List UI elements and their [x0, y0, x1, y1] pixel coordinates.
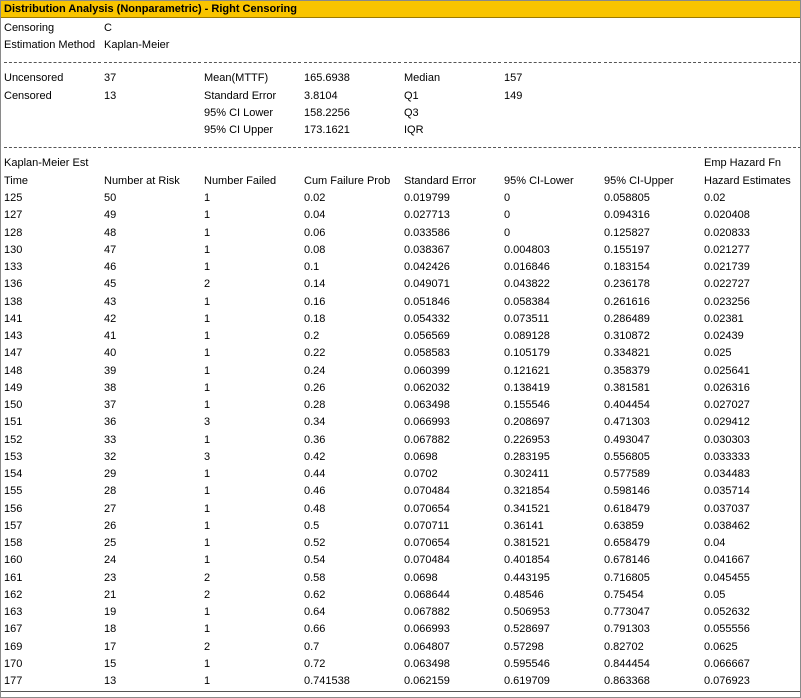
dash-segment — [304, 147, 401, 148]
table-cell: 0.34 — [304, 416, 326, 428]
table-cell: 167 — [4, 623, 23, 635]
table-cell: 23 — [104, 572, 117, 584]
table-cell: 2 — [204, 641, 211, 653]
table-cell: 0.0698 — [404, 572, 438, 584]
table-cell: 13 — [104, 675, 117, 687]
table-cell: 0.0698 — [404, 451, 438, 463]
table-cell: 42 — [104, 313, 117, 325]
table-cell: 1 — [204, 296, 211, 308]
table-cell: 1 — [204, 209, 211, 221]
table-cell: 0.75454 — [604, 589, 644, 601]
table-cell: 33 — [104, 434, 117, 446]
table-cell: 0 — [504, 192, 511, 204]
table-cell: 0.094316 — [604, 209, 650, 221]
dash-segment — [404, 147, 501, 148]
table-cell: 1 — [204, 382, 211, 394]
table-cell: 2 — [204, 589, 211, 601]
table-cell: 0.04 — [704, 537, 726, 549]
table-cell: 0.041667 — [704, 554, 750, 566]
table-cell: 0.058384 — [504, 296, 550, 308]
table-cell: 1 — [204, 485, 211, 497]
table-cell: 0.404454 — [604, 399, 650, 411]
table-cell: 150 — [4, 399, 23, 411]
censored-value: 13 — [104, 90, 117, 102]
table-cell: 0.321854 — [504, 485, 550, 497]
table-cell: 0.741538 — [304, 675, 350, 687]
table-cell: 0.183154 — [604, 261, 650, 273]
table-cell: 153 — [4, 451, 23, 463]
table-cell: 0.004803 — [504, 244, 550, 256]
table-cell: 48 — [104, 227, 117, 239]
table-cell: 0.08 — [304, 244, 326, 256]
table-cell: 151 — [4, 416, 23, 428]
stat-label: Q1 — [404, 90, 419, 102]
table-cell: 0.506953 — [504, 606, 550, 618]
table-cell: 0.068644 — [404, 589, 450, 601]
table-cell: 0.019799 — [404, 192, 450, 204]
table-cell: 0.82702 — [604, 641, 644, 653]
table-cell: 0.043822 — [504, 278, 550, 290]
table-cell: 0.16 — [304, 296, 326, 308]
table-cell: 0.020833 — [704, 227, 750, 239]
table-cell: 1 — [204, 227, 211, 239]
table-cell: 0.121621 — [504, 365, 550, 377]
table-cell: 0.493047 — [604, 434, 650, 446]
table-cell: 0.034483 — [704, 468, 750, 480]
table-cell: 1 — [204, 261, 211, 273]
table-cell: 1 — [204, 537, 211, 549]
table-cell: 0.070711 — [404, 520, 450, 532]
table-cell: 0.073511 — [504, 313, 550, 325]
table-cell: 0.46 — [304, 485, 326, 497]
table-cell: 154 — [4, 468, 23, 480]
table-cell: 0.06 — [304, 227, 326, 239]
table-cell: 0.026316 — [704, 382, 750, 394]
table-cell: 1 — [204, 244, 211, 256]
table-cell: 0.125827 — [604, 227, 650, 239]
dash-segment — [704, 62, 801, 63]
table-cell: 0.155546 — [504, 399, 550, 411]
stat-label: Median — [404, 72, 441, 84]
table-cell: 0.310872 — [604, 330, 650, 342]
table-cell: 0.033586 — [404, 227, 450, 239]
table-cell: 0.658479 — [604, 537, 650, 549]
table-cell: 0.058805 — [604, 192, 650, 204]
table-cell: 0.598146 — [604, 485, 650, 497]
table-cell: 163 — [4, 606, 23, 618]
table-cell: 26 — [104, 520, 117, 532]
table-cell: 27 — [104, 503, 117, 515]
table-cell: 49 — [104, 209, 117, 221]
table-cell: 0.060399 — [404, 365, 450, 377]
table-cell: 0.02 — [704, 192, 726, 204]
table-cell: 0.029412 — [704, 416, 750, 428]
dash-segment — [604, 62, 701, 63]
table-cell: 161 — [4, 572, 23, 584]
table-cell: 125 — [4, 192, 23, 204]
table-cell: 28 — [104, 485, 117, 497]
table-cell: 18 — [104, 623, 117, 635]
table-cell: 152 — [4, 434, 23, 446]
table-cell: 0.023256 — [704, 296, 750, 308]
table-cell: 0.36141 — [504, 520, 544, 532]
table-cell: 0.334821 — [604, 347, 650, 359]
table-cell: 0.063498 — [404, 658, 450, 670]
table-cell: 0.26 — [304, 382, 326, 394]
stat-label: 95% CI Lower — [204, 107, 274, 119]
table-cell: 19 — [104, 606, 117, 618]
table-cell: 0.021739 — [704, 261, 750, 273]
table-cell: 0.577589 — [604, 468, 650, 480]
table-cell: 0.62 — [304, 589, 326, 601]
dash-segment — [404, 62, 501, 63]
table-cell: 0.341521 — [504, 503, 550, 515]
column-header: Cum Failure Prob — [304, 175, 391, 187]
dash-segment — [104, 147, 201, 148]
table-cell: 21 — [104, 589, 117, 601]
table-cell: 0.72 — [304, 658, 326, 670]
table-cell: 0.067882 — [404, 434, 450, 446]
table-cell: 43 — [104, 296, 117, 308]
table-cell: 0.045455 — [704, 572, 750, 584]
table-cell: 0.58 — [304, 572, 326, 584]
table-cell: 0.283195 — [504, 451, 550, 463]
table-cell: 0.1 — [304, 261, 320, 273]
table-cell: 45 — [104, 278, 117, 290]
table-cell: 15 — [104, 658, 117, 670]
table-cell: 0.058583 — [404, 347, 450, 359]
table-cell: 0.528697 — [504, 623, 550, 635]
table-cell: 1 — [204, 365, 211, 377]
stat-value: 158.2256 — [304, 107, 350, 119]
table-cell: 0.0625 — [704, 641, 738, 653]
table-cell: 0.049071 — [404, 278, 450, 290]
report-title: Distribution Analysis (Nonparametric) - Right Censoring — [1, 1, 800, 18]
table-cell: 0.020408 — [704, 209, 750, 221]
table-cell: 0.302411 — [504, 468, 550, 480]
table-cell: 0.773047 — [604, 606, 650, 618]
table-cell: 1 — [204, 330, 211, 342]
table-cell: 0.022727 — [704, 278, 750, 290]
table-cell: 0.208697 — [504, 416, 550, 428]
table-cell: 0.844454 — [604, 658, 650, 670]
table-cell: 0.062032 — [404, 382, 450, 394]
table-cell: 158 — [4, 537, 23, 549]
table-cell: 0.070484 — [404, 554, 450, 566]
table-cell: 143 — [4, 330, 23, 342]
table-cell: 0.64 — [304, 606, 326, 618]
table-cell: 0.48546 — [504, 589, 544, 601]
table-cell: 0.42 — [304, 451, 326, 463]
table-cell: 0.22 — [304, 347, 326, 359]
stat-label: Q3 — [404, 107, 419, 119]
table-cell: 0.44 — [304, 468, 326, 480]
table-cell: 0.2 — [304, 330, 320, 342]
table-cell: 0.027027 — [704, 399, 750, 411]
table-cell: 0.063498 — [404, 399, 450, 411]
table-cell: 0.02439 — [704, 330, 744, 342]
table-cell: 147 — [4, 347, 23, 359]
table-cell: 0.381521 — [504, 537, 550, 549]
table-cell: 36 — [104, 416, 117, 428]
table-cell: 170 — [4, 658, 23, 670]
column-header: 95% CI-Lower — [504, 175, 574, 187]
uncensored-value: 37 — [104, 72, 117, 84]
table-cell: 0.027713 — [404, 209, 450, 221]
table-cell: 177 — [4, 675, 23, 687]
table-cell: 0.066993 — [404, 623, 450, 635]
stat-label: 95% CI Upper — [204, 124, 274, 136]
table-cell: 155 — [4, 485, 23, 497]
table-cell: 0.037037 — [704, 503, 750, 515]
table-cell: 128 — [4, 227, 23, 239]
table-cell: 0.076923 — [704, 675, 750, 687]
table-cell: 0 — [504, 227, 511, 239]
dash-segment — [204, 62, 301, 63]
table-cell: 0.595546 — [504, 658, 550, 670]
stat-value: 157 — [504, 72, 523, 84]
table-cell: 0.471303 — [604, 416, 650, 428]
table-cell: 0.021277 — [704, 244, 750, 256]
table-cell: 40 — [104, 347, 117, 359]
dash-segment — [4, 62, 101, 63]
table-cell: 141 — [4, 313, 23, 325]
table-cell: 0.02 — [304, 192, 326, 204]
table-cell: 0.062159 — [404, 675, 450, 687]
table-cell: 0.04 — [304, 209, 326, 221]
table-cell: 0.0702 — [404, 468, 438, 480]
table-cell: 0.226953 — [504, 434, 550, 446]
table-cell: 1 — [204, 468, 211, 480]
table-cell: 136 — [4, 278, 23, 290]
table-cell: 162 — [4, 589, 23, 601]
column-header: 95% CI-Upper — [604, 175, 674, 187]
table-cell: 1 — [204, 313, 211, 325]
table-cell: 0.042426 — [404, 261, 450, 273]
table-cell: 0.54 — [304, 554, 326, 566]
column-header: Number at Risk — [104, 175, 180, 187]
dash-segment — [4, 147, 101, 148]
table-cell: 1 — [204, 347, 211, 359]
censoring-label: Censoring — [4, 22, 55, 34]
dash-segment — [204, 147, 301, 148]
table-cell: 37 — [104, 399, 117, 411]
table-cell: 1 — [204, 554, 211, 566]
table-cell: 0.619709 — [504, 675, 550, 687]
section-label: Kaplan-Meier Est — [4, 157, 89, 169]
dash-segment — [704, 147, 801, 148]
column-header: Time — [4, 175, 29, 187]
table-cell: 1 — [204, 192, 211, 204]
table-cell: 0.016846 — [504, 261, 550, 273]
table-cell: 0.105179 — [504, 347, 550, 359]
table-cell: 0.63859 — [604, 520, 644, 532]
table-cell: 0.070654 — [404, 503, 450, 515]
table-cell: 157 — [4, 520, 23, 532]
bottom-divider — [1, 691, 800, 692]
table-cell: 0.36 — [304, 434, 326, 446]
table-cell: 0.05 — [704, 589, 726, 601]
table-cell: 47 — [104, 244, 117, 256]
table-cell: 2 — [204, 572, 211, 584]
table-cell: 138 — [4, 296, 23, 308]
table-cell: 0.052632 — [704, 606, 750, 618]
estimation-method-value: Kaplan-Meier — [104, 39, 170, 51]
table-cell: 156 — [4, 503, 23, 515]
table-cell: 0.618479 — [604, 503, 650, 515]
table-cell: 46 — [104, 261, 117, 273]
table-cell: 41 — [104, 330, 117, 342]
table-cell: 1 — [204, 623, 211, 635]
dash-segment — [104, 62, 201, 63]
table-cell: 0.070484 — [404, 485, 450, 497]
table-cell: 0.5 — [304, 520, 320, 532]
table-cell: 0.381581 — [604, 382, 650, 394]
table-cell: 130 — [4, 244, 23, 256]
table-cell: 3 — [204, 451, 211, 463]
table-cell: 0.18 — [304, 313, 326, 325]
table-cell: 0.035714 — [704, 485, 750, 497]
table-cell: 0.66 — [304, 623, 326, 635]
dash-segment — [604, 147, 701, 148]
table-cell: 0.038462 — [704, 520, 750, 532]
table-cell: 0.791303 — [604, 623, 650, 635]
table-cell: 0.14 — [304, 278, 326, 290]
table-cell: 0.716805 — [604, 572, 650, 584]
table-cell: 1 — [204, 503, 211, 515]
table-cell: 17 — [104, 641, 117, 653]
table-cell: 50 — [104, 192, 117, 204]
table-cell: 25 — [104, 537, 117, 549]
table-cell: 0.056569 — [404, 330, 450, 342]
table-cell: 0.52 — [304, 537, 326, 549]
table-cell: 0 — [504, 209, 511, 221]
censoring-value: C — [104, 22, 112, 34]
table-cell: 133 — [4, 261, 23, 273]
table-cell: 24 — [104, 554, 117, 566]
table-cell: 3 — [204, 416, 211, 428]
table-cell: 1 — [204, 658, 211, 670]
table-cell: 0.051846 — [404, 296, 450, 308]
table-cell: 0.055556 — [704, 623, 750, 635]
uncensored-label: Uncensored — [4, 72, 64, 84]
table-cell: 39 — [104, 365, 117, 377]
table-cell: 32 — [104, 451, 117, 463]
stat-label: Standard Error — [204, 90, 277, 102]
table-cell: 149 — [4, 382, 23, 394]
table-cell: 0.033333 — [704, 451, 750, 463]
table-cell: 38 — [104, 382, 117, 394]
table-cell: 148 — [4, 365, 23, 377]
dash-segment — [504, 147, 601, 148]
table-cell: 0.089128 — [504, 330, 550, 342]
table-cell: 0.57298 — [504, 641, 544, 653]
table-cell: 29 — [104, 468, 117, 480]
table-cell: 0.155197 — [604, 244, 650, 256]
table-cell: 1 — [204, 434, 211, 446]
stat-label: IQR — [404, 124, 424, 136]
table-cell: 0.025641 — [704, 365, 750, 377]
table-cell: 0.28 — [304, 399, 326, 411]
table-cell: 0.066993 — [404, 416, 450, 428]
table-cell: 127 — [4, 209, 23, 221]
table-cell: 0.066667 — [704, 658, 750, 670]
table-cell: 1 — [204, 606, 211, 618]
table-cell: 0.02381 — [704, 313, 744, 325]
table-cell: 169 — [4, 641, 23, 653]
table-cell: 0.070654 — [404, 537, 450, 549]
table-cell: 1 — [204, 399, 211, 411]
table-cell: 0.401854 — [504, 554, 550, 566]
stat-value: 165.6938 — [304, 72, 350, 84]
table-cell: 0.025 — [704, 347, 732, 359]
table-cell: 0.030303 — [704, 434, 750, 446]
table-cell: 0.054332 — [404, 313, 450, 325]
hazard-section-label: Emp Hazard Fn — [704, 157, 782, 169]
table-cell: 0.24 — [304, 365, 326, 377]
column-header: Hazard Estimates — [704, 175, 791, 187]
dash-segment — [304, 62, 401, 63]
table-cell: 0.48 — [304, 503, 326, 515]
table-cell: 2 — [204, 278, 211, 290]
table-cell: 1 — [204, 675, 211, 687]
stat-value: 3.8104 — [304, 90, 338, 102]
table-cell: 0.863368 — [604, 675, 650, 687]
table-cell: 1 — [204, 520, 211, 532]
column-header: Number Failed — [204, 175, 277, 187]
table-cell: 0.286489 — [604, 313, 650, 325]
dash-segment — [504, 62, 601, 63]
table-cell: 160 — [4, 554, 23, 566]
table-cell: 0.7 — [304, 641, 320, 653]
table-cell: 0.358379 — [604, 365, 650, 377]
estimation-method-label: Estimation Method — [4, 39, 96, 51]
column-header: Standard Error — [404, 175, 477, 187]
table-cell: 0.556805 — [604, 451, 650, 463]
stat-label: Mean(MTTF) — [204, 72, 269, 84]
table-cell: 0.443195 — [504, 572, 550, 584]
censored-label: Censored — [4, 90, 52, 102]
table-cell: 0.038367 — [404, 244, 450, 256]
table-cell: 0.261616 — [604, 296, 650, 308]
table-cell: 0.236178 — [604, 278, 650, 290]
stat-value: 149 — [504, 90, 523, 102]
table-cell: 0.067882 — [404, 606, 450, 618]
table-cell: 0.138419 — [504, 382, 550, 394]
table-cell: 0.678146 — [604, 554, 650, 566]
table-cell: 0.064807 — [404, 641, 450, 653]
stat-value: 173.1621 — [304, 124, 350, 136]
